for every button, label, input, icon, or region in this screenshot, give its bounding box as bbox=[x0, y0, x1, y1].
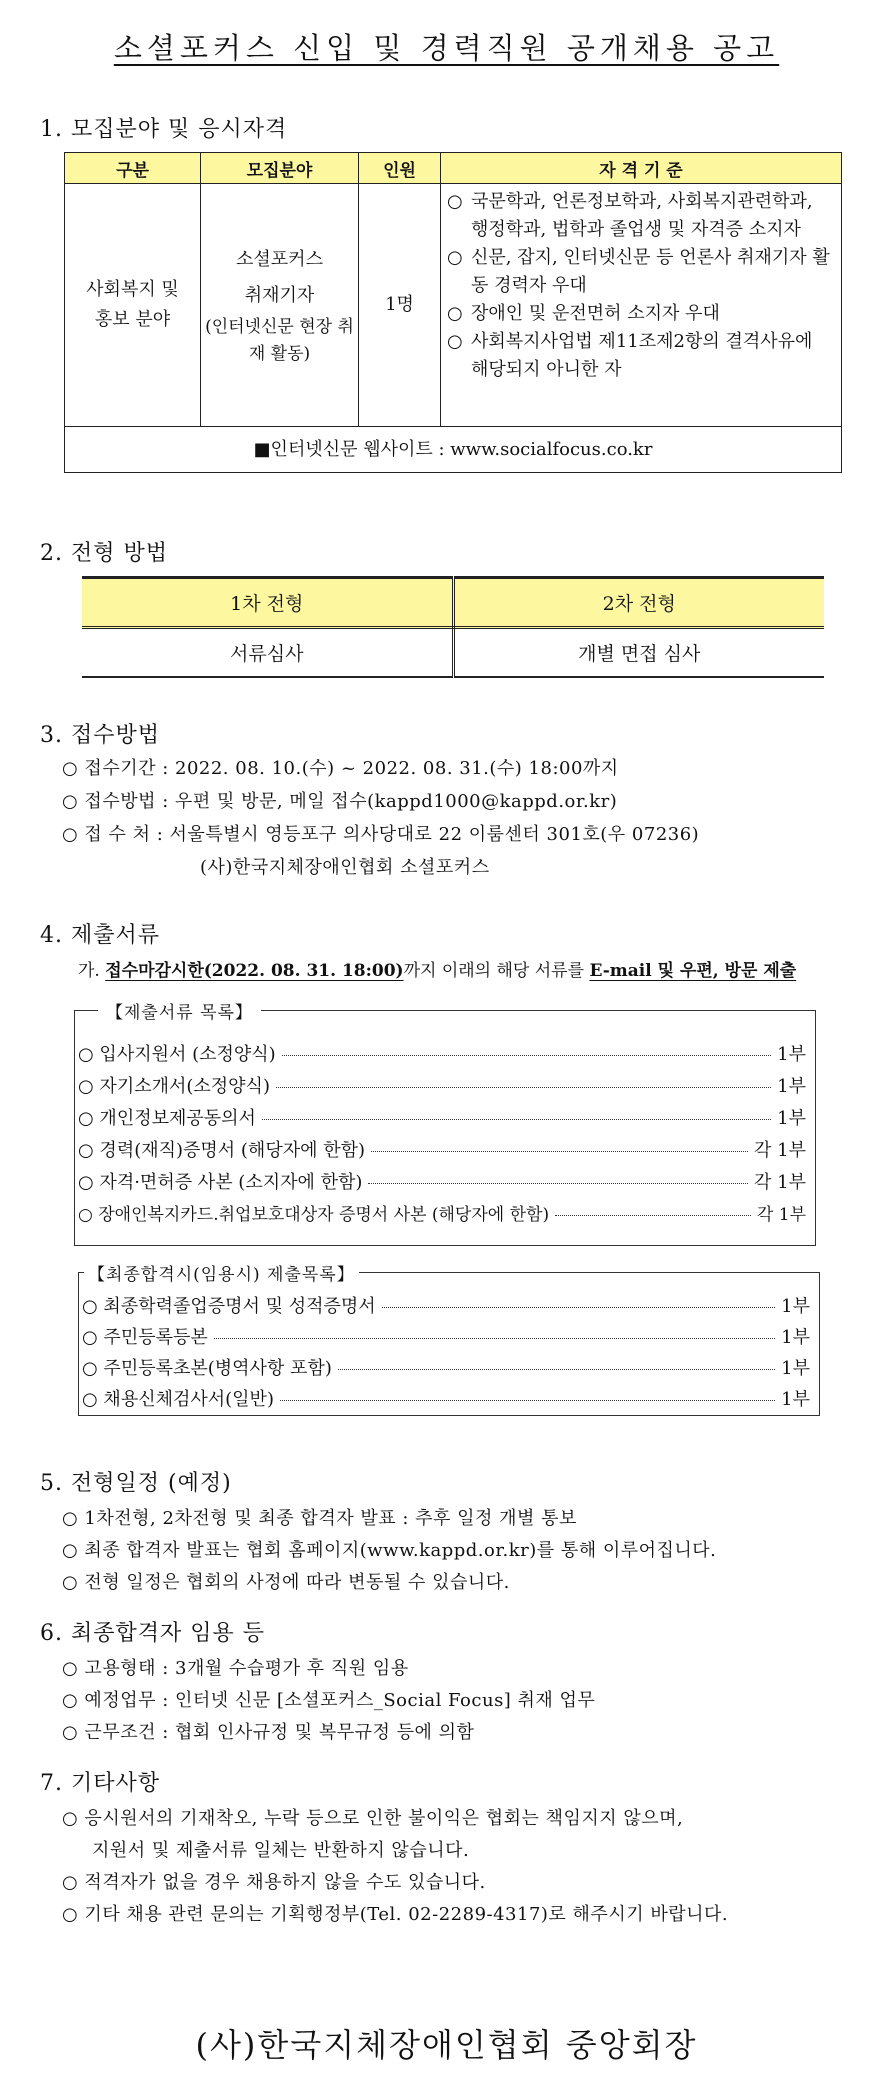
document-item: ○ 자기소개서(소정양식) 1부 bbox=[78, 1076, 806, 1097]
document-item: ○ 경력(재직)증명서 (해당자에 한함) 각 1부 bbox=[78, 1140, 806, 1161]
section-2-heading: 2. 전형 방법 bbox=[40, 541, 168, 566]
final-documents-box-label: 【최종합격시(임용시) 제출목록】 bbox=[84, 1260, 359, 1285]
section-7-heading: 7. 기타사항 bbox=[40, 1771, 160, 1796]
misc-line: 지원서 및 제출서류 일체는 반환하지 않습니다. bbox=[92, 1840, 470, 1861]
final-document-item: ○ 최종학력졸업증명서 및 성적증명서 1부 bbox=[82, 1296, 810, 1317]
appointment-line: ○ 예정업무 : 인터넷 신문 [소셜포커스_Social Focus] 취재 업무 bbox=[62, 1690, 596, 1711]
section-6-heading: 6. 최종합격자 임용 등 bbox=[40, 1621, 265, 1646]
misc-line: ○ 기타 채용 관련 문의는 기획행정부(Tel. 02-2289-4317)로 해주시기 바랍니다. bbox=[62, 1904, 729, 1925]
page-title: 소셜포커스 신입 및 경력직원 공개채용 공고 bbox=[113, 31, 780, 65]
receipt-period: ○ 접수기간 : 2022. 08. 10.(수) ~ 2022. 08. 31.(수) 18:00까지 bbox=[62, 758, 619, 779]
criteria-item: ○ 신문, 잡지, 인터넷신문 등 언론사 취재기자 활동 경력자 우대 bbox=[447, 247, 830, 296]
receipt-method: ○ 접수방법 : 우편 및 방문, 메일 접수(kappd1000@kappd.or.kr) bbox=[62, 791, 618, 812]
appointment-line: ○ 고용형태 : 3개월 수습평가 후 직원 임용 bbox=[62, 1658, 409, 1679]
field-cell: 소셜포커스 취재기자 (인터넷신문 현장 취재 활동) bbox=[201, 184, 359, 427]
criteria-item: ○ 장애인 및 운전면허 소지자 우대 bbox=[447, 303, 720, 324]
recruitment-table bbox=[64, 152, 842, 473]
receipt-org: (사)한국지체장애인협회 소셜포커스 bbox=[200, 857, 490, 878]
header-category: 구분 bbox=[65, 153, 201, 184]
section-1-heading: 1. 모집분야 및 응시자격 bbox=[40, 117, 288, 142]
website-cell: ■인터넷신문 웹사이트 : www.socialfocus.co.kr bbox=[65, 427, 842, 473]
criteria-cell bbox=[441, 184, 842, 427]
criteria-item: ○ 사회복지사업법 제11조제2항의 결격사유에 해당되지 아니한 자 bbox=[447, 331, 813, 380]
appointment-line: ○ 근무조건 : 협회 인사규정 및 복무규정 등에 의함 bbox=[62, 1722, 475, 1743]
category-cell: 사회복지 및 홍보 분야 bbox=[65, 184, 201, 427]
document-item: ○ 장애인복지카드.취업보호대상자 증명서 사본 (해당자에 한함) 각 1부 bbox=[78, 1205, 806, 1225]
final-document-item: ○ 채용신체검사서(일반) 1부 bbox=[82, 1389, 810, 1410]
section-3-heading: 3. 접수방법 bbox=[40, 723, 160, 748]
footer-signature: (사)한국지체장애인협회 중앙회장 bbox=[195, 2026, 698, 2064]
stage2-detail: 개별 면접 심사 bbox=[453, 628, 824, 678]
document-item: ○ 자격·면허증 사본 (소지자에 한함) 각 1부 bbox=[78, 1172, 806, 1193]
final-document-item: ○ 주민등록초본(병역사항 포함) 1부 bbox=[82, 1358, 810, 1379]
stage2-header: 2차 전형 bbox=[453, 578, 824, 628]
schedule-line: ○ 전형 일정은 협회의 사정에 따라 변동될 수 있습니다. bbox=[62, 1572, 510, 1593]
submission-note: 가. 접수마감시한(2022. 08. 31. 18:00)까지 이래의 해당 서류를 E-mail 및 우편, 방문 제출 bbox=[78, 961, 797, 981]
count-cell: 1명 bbox=[359, 184, 441, 427]
misc-line: ○ 응시원서의 기재착오, 누락 등으로 인한 불이익은 협회는 책임지지 않으며, bbox=[62, 1808, 684, 1829]
document-item: ○ 입사지원서 (소정양식) 1부 bbox=[78, 1044, 806, 1065]
documents-box-label: 【제출서류 목록】 bbox=[98, 998, 261, 1023]
criteria-item: ○ 국문학과, 언론정보학과, 사회복지관련학과, 행정학과, 법학과 졸업생 및 자격증 소지자 bbox=[447, 191, 813, 240]
receipt-address: ○ 접 수 처 : 서울특별시 영등포구 의사당대로 22 이룸센터 301호(우 07236) bbox=[62, 824, 700, 845]
stage1-detail: 서류심사 bbox=[82, 628, 453, 678]
header-count: 인원 bbox=[359, 153, 441, 184]
header-criteria: 자 격 기 준 bbox=[441, 153, 842, 184]
section-4-heading: 4. 제출서류 bbox=[40, 923, 160, 948]
section-5-heading: 5. 전형일정 (예정) bbox=[40, 1471, 232, 1496]
selection-table bbox=[82, 576, 824, 678]
misc-line: ○ 적격자가 없을 경우 채용하지 않을 수도 있습니다. bbox=[62, 1872, 486, 1893]
schedule-line: ○ 최종 합격자 발표는 협회 홈페이지(www.kappd.or.kr)를 통해 이루어집니다. bbox=[62, 1540, 717, 1561]
final-document-item: ○ 주민등록등본 1부 bbox=[82, 1327, 810, 1348]
document-item: ○ 개인정보제공동의서 1부 bbox=[78, 1108, 806, 1129]
schedule-line: ○ 1차전형, 2차전형 및 최종 합격자 발표 : 추후 일정 개별 통보 bbox=[62, 1508, 577, 1529]
stage1-header: 1차 전형 bbox=[82, 578, 453, 628]
header-field: 모집분야 bbox=[201, 153, 359, 184]
